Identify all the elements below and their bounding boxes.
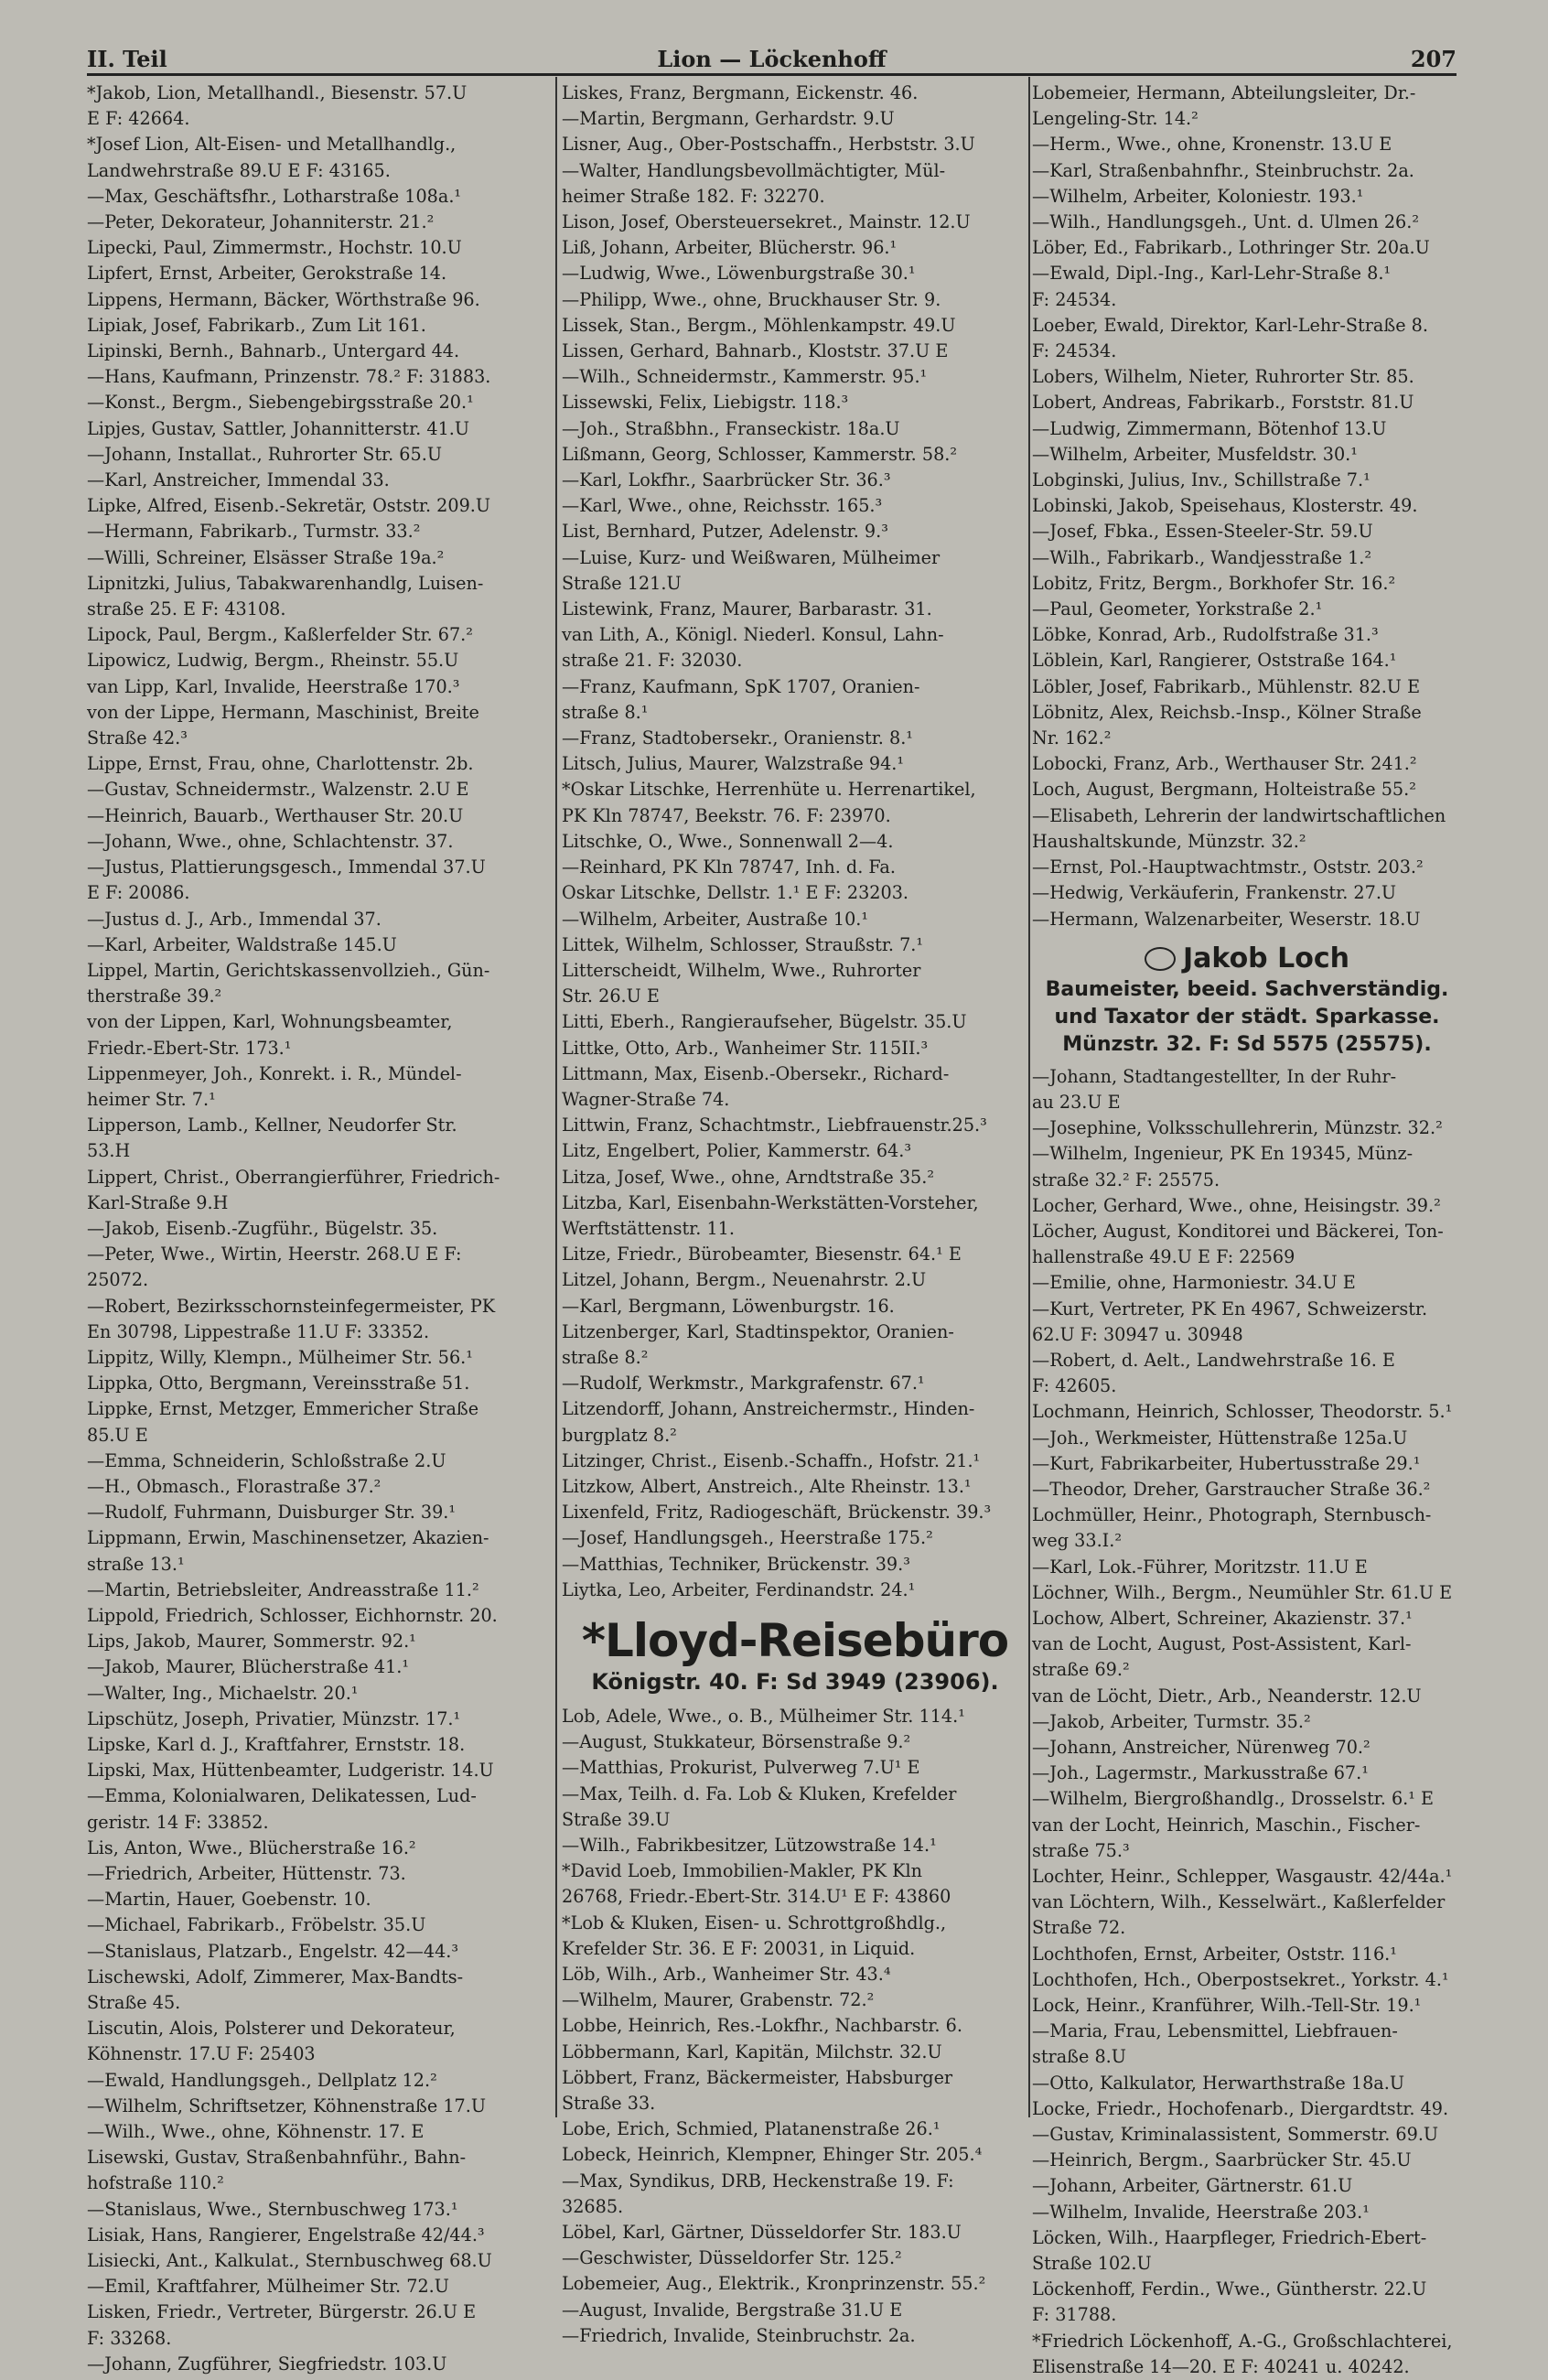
directory-entry-line: 53.H	[87, 1140, 131, 1162]
column-divider	[1028, 77, 1030, 2117]
directory-entry-line: Liytka, Leo, Arbeiter, Ferdinandstr. 24.¹	[562, 1578, 916, 1600]
directory-entry-line: —Josephine, Volksschullehrerin, Münzstr. 32.²	[1032, 1117, 1443, 1139]
directory-entry-line: Lippel, Martin, Gerichtskassenvollzieh., Gün-	[87, 959, 490, 981]
directory-entry-line: geristr. 14 F: 33852.	[87, 1811, 269, 1833]
directory-entry-line: Lippka, Otto, Bergmann, Vereinsstraße 51.	[87, 1373, 470, 1395]
directory-entry-line: —Karl, Lokfhr., Saarbrücker Str. 36.³	[562, 469, 891, 491]
directory-entry-line: —Stanislaus, Wwe., Sternbuschweg 173.¹	[87, 2198, 458, 2220]
directory-entry-line: Lisewski, Gustav, Straßenbahnführ., Bahn-	[87, 2147, 467, 2169]
directory-entry-line: —Otto, Kalkulator, Herwarthstraße 18a.U	[1032, 2072, 1405, 2094]
directory-entry-line: Lochmann, Heinrich, Schlosser, Theodorstr. 5.¹	[1032, 1401, 1453, 1423]
directory-entry-line: van der Locht, Heinrich, Maschin., Fischer-	[1032, 1814, 1421, 1836]
directory-entry-line: straße 8.¹	[562, 701, 649, 723]
directory-entry-line: Lippert, Christ., Oberrangierführer, Friedrich-	[87, 1166, 500, 1188]
directory-entry-line: —Josef, Handlungsgeh., Heerstraße 175.²	[562, 1527, 933, 1549]
directory-entry-line: —Wilhelm, Invalide, Heerstraße 203.¹	[1032, 2201, 1370, 2223]
directory-entry-line: Litzel, Johann, Bergm., Neuenahrstr. 2.U	[562, 1269, 927, 1291]
directory-entry-line: —Gustav, Kriminalassistent, Sommerstr. 69.U	[1032, 2124, 1439, 2146]
directory-entry-line: Löbke, Konrad, Arb., Rudolfstraße 31.³	[1032, 624, 1379, 646]
page-header	[87, 40, 1457, 75]
directory-entry-line: straße 8.U	[1032, 2046, 1126, 2068]
directory-entry-line: Lipowicz, Ludwig, Bergm., Rheinstr. 55.U	[87, 650, 459, 672]
directory-entry-line: Lissen, Gerhard, Bahnarb., Kloststr. 37.U E	[562, 340, 949, 362]
directory-entry-line: —Martin, Betriebsleiter, Andreasstraße 11.²	[87, 1578, 479, 1600]
directory-entry-line: hallenstraße 49.U E F: 22569	[1032, 1246, 1295, 1268]
directory-entry-line: Litzba, Karl, Eisenbahn-Werkstätten-Vorsteher,	[562, 1191, 979, 1213]
directory-entry-line: Lippitz, Willy, Klempn., Mülheimer Str. 56.¹	[87, 1346, 473, 1368]
directory-entry-line: F: 24534.	[1032, 340, 1117, 362]
directory-entry-line: Lipiak, Josef, Fabrikarb., Zum Lit 161.	[87, 314, 426, 336]
column-3	[1032, 81, 1462, 2377]
directory-entry-line: —Rudolf, Werkmstr., Markgrafenstr. 67.¹	[562, 1373, 925, 1395]
directory-entry-line: —Wilhelm, Arbeiter, Koloniestr. 193.¹	[1032, 185, 1364, 207]
directory-entry-line: —Maria, Frau, Lebensmittel, Liebfrauen-	[1032, 2020, 1398, 2042]
column-3-entries-bottom	[1032, 1064, 1462, 2380]
ad-line: Baumeister, beeid. Sachverständig.	[1045, 977, 1449, 1001]
directory-entry-line: —Wilh., Fabrikarb., Wandjesstraße 1.²	[1032, 546, 1372, 568]
directory-entry-line: Nr. 162.²	[1032, 727, 1112, 749]
directory-entry-line: —Hermann, Fabrikarb., Turmstr. 33.²	[87, 521, 421, 543]
directory-entry-line: 32685.	[562, 2195, 624, 2217]
directory-entry-line: —Willi, Schreiner, Elsässer Straße 19a.²	[87, 546, 445, 568]
header-rule	[87, 73, 1457, 76]
directory-entry-line: —Franz, Kaufmann, SpK 1707, Oranien-	[562, 675, 920, 697]
directory-entry-line: Friedr.-Ebert-Str. 173.¹	[87, 1037, 292, 1059]
directory-entry-line: weg 33.I.²	[1032, 1530, 1123, 1552]
directory-entry-line: Straße 45.	[87, 1992, 181, 2014]
directory-entry-line: Litschke, O., Wwe., Sonnenwall 2—4.	[562, 830, 894, 852]
directory-entry-line: Lipecki, Paul, Zimmermstr., Hochstr. 10.U	[87, 237, 462, 259]
directory-entry-line: Lissewski, Felix, Liebigstr. 118.³	[562, 392, 849, 414]
directory-entry-line: —Kurt, Fabrikarbeiter, Hubertusstraße 29.¹	[1032, 1452, 1421, 1474]
directory-entry-line: Listewink, Franz, Maurer, Barbarastr. 31.	[562, 598, 932, 620]
directory-entry-line: Lock, Heinr., Kranführer, Wilh.-Tell-Str. 19.¹	[1032, 1995, 1422, 2017]
directory-entry-line: —Ernst, Pol.-Hauptwachtmstr., Oststr. 203.²	[1032, 856, 1424, 878]
directory-entry-line: Litzinger, Christ., Eisenb.-Schaffn., Hofstr. 21.¹	[562, 1449, 981, 1471]
directory-entry-line: Lobe, Erich, Schmied, Platanenstraße 26.¹	[562, 2118, 941, 2140]
directory-entry-line: —Ludwig, Zimmermann, Bötenhof 13.U	[1032, 417, 1387, 439]
directory-entry-line: —Robert, Bezirksschornsteinfegermeister, PK	[87, 1295, 496, 1317]
directory-entry-line: —Theodor, Dreher, Garstraucher Straße 36.²	[1032, 1478, 1431, 1500]
directory-entry-line: Lobginski, Julius, Inv., Schillstraße 7.¹	[1032, 469, 1371, 491]
directory-entry-line: straße 21. F: 32030.	[562, 650, 743, 672]
directory-entry-line: Lipfert, Ernst, Arbeiter, Gerokstraße 14.	[87, 263, 447, 285]
directory-entry-line: Lipke, Alfred, Eisenb.-Sekretär, Oststr. 209.U	[87, 495, 491, 517]
directory-entry-line: F: 42605.	[1032, 1375, 1117, 1397]
directory-entry-line: Littke, Otto, Arb., Wanheimer Str. 115II.³	[562, 1037, 929, 1059]
directory-entry-line: —Max, Teilh. d. Fa. Lob & Kluken, Krefelder	[562, 1782, 957, 1804]
directory-entry-line: Lochthofen, Ernst, Arbeiter, Oststr. 116.¹	[1032, 1943, 1397, 1965]
directory-entry-line: hofstraße 110.²	[87, 2172, 224, 2194]
directory-entry-line: Lips, Jakob, Maurer, Sommerstr. 92.¹	[87, 1631, 416, 1653]
directory-entry-line: Litze, Friedr., Bürobeamter, Biesenstr. 64.¹ E	[562, 1244, 962, 1265]
directory-entry-line: Löbel, Karl, Gärtner, Düsseldorfer Str. 183.U	[562, 2222, 962, 2244]
directory-entry-line: heimer Straße 182. F: 32270.	[562, 185, 825, 207]
directory-entry-line: Lochow, Albert, Schreiner, Akazienstr. 37.¹	[1032, 1607, 1413, 1629]
directory-entry-line: Litza, Josef, Wwe., ohne, Arndtstraße 35.²	[562, 1166, 935, 1188]
directory-entry-line: —Joh., Straßbhn., Franseckistr. 18a.U	[562, 417, 900, 439]
directory-entry-line: —Wilhelm, Arbeiter, Musfeldstr. 30.¹	[1032, 443, 1358, 465]
directory-entry-line: straße 13.¹	[87, 1553, 185, 1575]
directory-entry-line: Lochthofen, Hch., Oberpostsekret., Yorkstr. 4.¹	[1032, 1968, 1449, 1990]
directory-entry-line: Haushaltskunde, Münzstr. 32.²	[1032, 830, 1306, 852]
jakob-loch-advertisement	[1032, 942, 1462, 1059]
column-3-entries-top	[1032, 81, 1462, 932]
directory-entry-line: Löckenhoff, Ferdin., Wwe., Güntherstr. 22.U	[1032, 2278, 1427, 2300]
directory-entry-line: —Heinrich, Bergm., Saarbrücker Str. 45.U	[1032, 2149, 1412, 2171]
ad-title: *Lloyd-Reisebüro	[581, 1613, 1009, 1667]
directory-entry-line: —Matthias, Prokurist, Pulverweg 7.U¹ E	[562, 1757, 920, 1779]
directory-entry-line: —Emil, Kraftfahrer, Mülheimer Str. 72.U	[87, 2276, 449, 2298]
directory-entry-line: —Luise, Kurz- und Weißwaren, Mülheimer	[562, 546, 941, 568]
directory-entry-line: —Johann, Arbeiter, Gärtnerstr. 61.U	[1032, 2175, 1353, 2197]
directory-entry-line: —Emilie, ohne, Harmoniestr. 34.U E	[1032, 1272, 1356, 1294]
directory-entry-line: *Lob & Kluken, Eisen- u. Schrottgroßhdlg.,	[562, 1912, 947, 1933]
directory-entry-line: —Wilhelm, Ingenieur, PK En 19345, Münz-	[1032, 1143, 1414, 1165]
directory-entry-line: burgplatz 8.²	[562, 1424, 677, 1446]
directory-entry-line: Löchner, Wilh., Bergm., Neumühler Str. 61.U E	[1032, 1581, 1453, 1603]
directory-entry-line: —Michael, Fabrikarb., Fröbelstr. 35.U	[87, 1914, 426, 1936]
directory-entry-line: Lochmüller, Heinr., Photograph, Sternbusch-	[1032, 1504, 1432, 1526]
directory-entry-line: —Hermann, Walzenarbeiter, Weserstr. 18.U	[1032, 908, 1421, 930]
directory-entry-line: —Walter, Ing., Michaelstr. 20.¹	[87, 1682, 359, 1704]
directory-entry-line: —Justus d. J., Arb., Immendal 37.	[87, 908, 382, 930]
directory-entry-line: Werftstättenstr. 11.	[562, 1217, 735, 1239]
directory-entry-line: Lobocki, Franz, Arb., Werthauser Str. 241.²	[1032, 753, 1417, 775]
directory-entry-line: au 23.U E	[1032, 1091, 1121, 1113]
directory-entry-line: —Karl, Lok.-Führer, Moritzstr. 11.U E	[1032, 1556, 1368, 1578]
directory-entry-line: Lison, Josef, Obersteuersekret., Mainstr. 12.U	[562, 211, 971, 233]
directory-entry-line: —Peter, Wwe., Wirtin, Heerstr. 268.U E F:	[87, 1244, 462, 1265]
directory-entry-line: Littek, Wilhelm, Schlosser, Straußstr. 7.¹	[562, 933, 924, 955]
directory-entry-line: —Karl, Bergmann, Löwenburgstr. 16.	[562, 1295, 895, 1317]
column-divider	[555, 77, 557, 2117]
column-2-entries-bottom	[562, 1704, 1028, 2349]
directory-entry-line: —Martin, Hauer, Goebenstr. 10.	[87, 1889, 371, 1911]
directory-entry-line: Straße 102.U	[1032, 2253, 1152, 2275]
directory-entry-line: Lobemeier, Aug., Elektrik., Kronprinzenstr. 55.²	[562, 2273, 986, 2295]
directory-entry-line: Lippold, Friedrich, Schlosser, Eichhornstr. 20.	[87, 1604, 498, 1626]
directory-entry-line: F: 31788.	[1032, 2304, 1117, 2326]
directory-entry-line: *Josef Lion, Alt-Eisen- und Metallhandlg.,	[87, 134, 457, 156]
directory-entry-line: Litzenberger, Karl, Stadtinspektor, Oranien-	[562, 1320, 954, 1342]
directory-entry-line: —Karl, Anstreicher, Immendal 33.	[87, 469, 390, 491]
directory-entry-line: van Löchtern, Wilh., Kesselwärt., Kaßlerfelder	[1032, 1891, 1446, 1913]
directory-entry-line: —Philipp, Wwe., ohne, Bruckhauser Str. 9.	[562, 288, 941, 310]
directory-entry-line: —Wilhelm, Schriftsetzer, Köhnenstraße 17.U	[87, 2095, 487, 2116]
directory-entry-line: Lipinski, Bernh., Bahnarb., Untergard 44.	[87, 340, 460, 362]
directory-entry-line: Lippens, Hermann, Bäcker, Wörthstraße 96.	[87, 288, 480, 310]
directory-entry-line: —Wilh., Schneidermstr., Kammerstr. 95.¹	[562, 366, 928, 388]
directory-entry-line: —Emma, Schneiderin, Schloßstraße 2.U	[87, 1449, 446, 1471]
directory-entry-line: Locher, Gerhard, Wwe., ohne, Heisingstr. 39.²	[1032, 1194, 1441, 1216]
directory-entry-line: —August, Stukkateur, Börsenstraße 9.²	[562, 1731, 911, 1753]
directory-entry-line: Liß, Johann, Arbeiter, Blücherstr. 96.¹	[562, 237, 898, 259]
directory-entry-line: van Lith, A., Königl. Niederl. Konsul, Lahn-	[562, 624, 944, 646]
directory-entry-line: Litzkow, Albert, Anstreich., Alte Rheinstr. 13.¹	[562, 1475, 972, 1497]
directory-entry-line: van de Löcht, Dietr., Arb., Neanderstr. 12.U	[1032, 1685, 1422, 1707]
directory-entry-line: —Heinrich, Bauarb., Werthauser Str. 20.U	[87, 804, 464, 826]
directory-entry-line: 62.U F: 30947 u. 30948	[1032, 1323, 1243, 1345]
directory-entry-line: —Joh., Werkmeister, Hüttenstraße 125a.U	[1032, 1427, 1408, 1448]
directory-entry-line: Lobert, Andreas, Fabrikarb., Forststr. 81.U	[1032, 392, 1414, 414]
directory-entry-line: Lobbe, Heinrich, Res.-Lokfhr., Nachbarstr. 6.	[562, 2015, 962, 2037]
directory-entry-line: —Matthias, Techniker, Brückenstr. 39.³	[562, 1553, 910, 1575]
directory-entry-line: Loch, August, Bergmann, Holteistraße 55.²	[1032, 779, 1416, 801]
directory-entry-line: Lissek, Stan., Bergm., Möhlenkampstr. 49.U	[562, 314, 956, 336]
directory-entry-line: straße 25. E F: 43108.	[87, 598, 286, 620]
directory-entry-line: Karl-Straße 9.H	[87, 1191, 229, 1213]
directory-entry-line: Lipske, Karl d. J., Kraftfahrer, Ernststr. 18.	[87, 1734, 466, 1755]
directory-entry-line: 26768, Friedr.-Ebert-Str. 314.U¹ E F: 43860	[562, 1886, 951, 1908]
directory-entry-line: Lobeck, Heinrich, Klempner, Ehinger Str. 205.⁴	[562, 2144, 983, 2166]
directory-entry-line: —Ewald, Dipl.-Ing., Karl-Lehr-Straße 8.¹	[1032, 263, 1392, 285]
directory-entry-line: Litti, Eberh., Rangieraufseher, Bügelstr. 35.U	[562, 1011, 967, 1033]
directory-entry-line: —Johann, Wwe., ohne, Schlachtenstr. 37.	[87, 830, 454, 852]
directory-entry-line: —Franz, Stadtobersekr., Oranienstr. 8.¹	[562, 727, 913, 749]
directory-entry-line: Lixenfeld, Fritz, Radiogeschäft, Brückenstr. 39.³	[562, 1502, 992, 1524]
directory-entry-line: Löbler, Josef, Fabrikarb., Mühlenstr. 82.U E	[1032, 675, 1421, 697]
directory-entry-line: Lischewski, Adolf, Zimmerer, Max-Bandts-	[87, 1965, 464, 1987]
directory-entry-line: Lipperson, Lamb., Kellner, Neudorfer Str.	[87, 1115, 457, 1136]
directory-entry-line: straße 69.²	[1032, 1659, 1130, 1681]
directory-entry-line: *David Loeb, Immobilien-Makler, PK Kln	[562, 1860, 922, 1882]
directory-entry-line: Lippke, Ernst, Metzger, Emmericher Straße	[87, 1398, 479, 1420]
page-number: 207	[1410, 46, 1457, 72]
directory-entry-line: —Elisabeth, Lehrerin der landwirtschaftlichen	[1032, 804, 1446, 826]
directory-entry-line: *Oskar Litschke, Herrenhüte u. Herrenartikel,	[562, 779, 976, 801]
directory-entry-line: van de Locht, August, Post-Assistent, Karl-	[1032, 1633, 1412, 1655]
directory-entry-line: E F: 20086.	[87, 882, 190, 904]
directory-entry-line: Litsch, Julius, Maurer, Walzstraße 94.¹	[562, 753, 905, 775]
directory-entry-line: —Hedwig, Verkäuferin, Frankenstr. 27.U	[1032, 882, 1397, 904]
directory-entry-line: Lobemeier, Hermann, Abteilungsleiter, Dr.-	[1032, 82, 1416, 103]
directory-entry-line: Litterscheidt, Wilhelm, Wwe., Ruhrorter	[562, 959, 921, 981]
directory-entry-line: Lengeling-Str. 14.²	[1032, 108, 1199, 130]
directory-entry-line: —Johann, Zugführer, Siegfriedstr. 103.U	[87, 2353, 447, 2375]
directory-entry-line: —Wilh., Wwe., ohne, Köhnenstr. 17. E	[87, 2121, 425, 2143]
column-1-entries	[87, 81, 552, 2377]
directory-entry-line: Loeber, Ewald, Direktor, Karl-Lehr-Straße 8.	[1032, 314, 1428, 336]
directory-entry-line: —Rudolf, Fuhrmann, Duisburger Str. 39.¹	[87, 1502, 457, 1524]
directory-entry-line: Löcher, August, Konditorei und Bäckerei, Ton-	[1032, 1220, 1444, 1242]
section-label: II. Teil	[87, 46, 167, 72]
directory-entry-line: Löbnitz, Alex, Reichsb.-Insp., Kölner Straße	[1032, 701, 1422, 723]
directory-entry-line: Litzendorff, Johann, Anstreichermstr., Hinden-	[562, 1398, 975, 1420]
directory-entry-line: —Karl, Wwe., ohne, Reichsstr. 165.³	[562, 495, 883, 517]
directory-entry-line: —Emma, Kolonialwaren, Delikatessen, Lud-	[87, 1785, 477, 1807]
directory-entry-line: —Wilhelm, Biergroßhandlg., Drosselstr. 6.¹ E	[1032, 1788, 1435, 1810]
directory-entry-line: Oskar Litschke, Dellstr. 1.¹ E F: 23203.	[562, 882, 908, 904]
directory-entry-line: —Ludwig, Wwe., Löwenburgstraße 30.¹	[562, 263, 916, 285]
lloyd-reisebuero-advertisement	[562, 1614, 1028, 1696]
directory-entry-line: Löbbermann, Karl, Kapitän, Milchstr. 32.U	[562, 2041, 942, 2062]
directory-entry-line: 25072.	[87, 1269, 149, 1291]
directory-entry-line: —Johann, Stadtangestellter, In der Ruhr-	[1032, 1065, 1397, 1087]
directory-entry-line: —Geschwister, Düsseldorfer Str. 125.²	[562, 2247, 902, 2269]
directory-entry-line: 85.U E	[87, 1424, 148, 1446]
ad-title: Jakob Loch	[1183, 942, 1349, 975]
directory-entry-line: van Lipp, Karl, Invalide, Heerstraße 170.³	[87, 675, 460, 697]
directory-entry-line: —Josef, Fbka., Essen-Steeler-Str. 59.U	[1032, 521, 1373, 543]
directory-entry-line: Straße 33.	[562, 2093, 656, 2115]
directory-entry-line: —Jakob, Maurer, Blücherstraße 41.¹	[87, 1656, 410, 1678]
directory-entry-line: Littwin, Franz, Schachtmstr., Liebfrauenstr.25.³	[562, 1115, 987, 1136]
directory-entry-line: —Gustav, Schneidermstr., Walzenstr. 2.U E	[87, 779, 469, 801]
directory-entry-line: —Johann, Anstreicher, Nürenweg 70.²	[1032, 1736, 1371, 1758]
directory-entry-line: Lipock, Paul, Bergm., Kaßlerfelder Str. 67.²	[87, 624, 473, 646]
directory-entry-line: List, Bernhard, Putzer, Adelenstr. 9.³	[562, 521, 888, 543]
directory-entry-line: —Max, Syndikus, DRB, Heckenstraße 19. F:	[562, 2170, 954, 2192]
ad-address: Königstr. 40. F: Sd 3949 (23906).	[591, 1668, 999, 1695]
directory-entry-line: Elisenstraße 14—20. E F: 40241 u. 40242.	[1032, 2355, 1410, 2377]
directory-entry-line: —Friedrich, Arbeiter, Hüttenstr. 73.	[87, 1863, 406, 1885]
directory-entry-line: —Stanislaus, Platzarb., Engelstr. 42—44.³	[87, 1940, 459, 1962]
directory-entry-line: Locke, Friedr., Hochofenarb., Diergardtstr. 49.	[1032, 2097, 1449, 2119]
directory-entry-line: Landwehrstraße 89.U E F: 43165.	[87, 159, 391, 181]
directory-entry-line: —Justus, Plattierungsgesch., Immendal 37.U	[87, 856, 486, 878]
directory-entry-line: Lisner, Aug., Ober-Postschaffn., Herbststr. 3.U	[562, 134, 975, 156]
directory-entry-line: —Wilhelm, Maurer, Grabenstr. 72.²	[562, 1989, 875, 2011]
directory-entry-line: Lobers, Wilhelm, Nieter, Ruhrorter Str. 85.	[1032, 366, 1414, 388]
directory-entry-line: Straße 39.U	[562, 1808, 671, 1830]
directory-entry-line: Lob, Adele, Wwe., o. B., Mülheimer Str. 114.¹	[562, 1705, 965, 1727]
directory-entry-line: F: 33268.	[87, 2327, 172, 2349]
directory-entry-line: Lipnitzki, Julius, Tabakwarenhandlg, Luisen-	[87, 572, 484, 594]
directory-entry-line: —Wilh., Fabrikbesitzer, Lützowstraße 14.¹	[562, 1835, 937, 1856]
directory-entry-line: Str. 26.U E	[562, 985, 660, 1007]
directory-entry-line: —Hans, Kaufmann, Prinzenstr. 78.² F: 31883.	[87, 366, 491, 388]
ad-line: und Taxator der städt. Sparkasse.	[1054, 1005, 1440, 1028]
directory-entry-line: Lipschütz, Joseph, Privatier, Münzstr. 17.¹	[87, 1707, 461, 1729]
directory-entry-line: heimer Str. 7.¹	[87, 1088, 216, 1110]
directory-entry-line: —Wilh., Handlungsgeh., Unt. d. Ulmen 26.²	[1032, 211, 1420, 233]
directory-entry-line: —Konst., Bergm., Siebengebirgsstraße 20.¹	[87, 392, 474, 414]
directory-entry-line: Lisiak, Hans, Rangierer, Engelstraße 42/44.³	[87, 2224, 485, 2245]
seal-icon	[1145, 947, 1176, 971]
directory-entry-line: Lißmann, Georg, Schlosser, Kammerstr. 58.²	[562, 443, 958, 465]
directory-entry-line: Köhnenstr. 17.U F: 25403	[87, 2043, 316, 2065]
directory-entry-line: —Karl, Straßenbahnfhr., Steinbruchstr. 2a.	[1032, 159, 1414, 181]
directory-entry-line: *Jakob, Lion, Metallhandl., Biesenstr. 57.U	[87, 82, 468, 103]
directory-entry-line: Löb, Wilh., Arb., Wanheimer Str. 43.⁴	[562, 1964, 891, 1986]
directory-entry-line: —Jakob, Eisenb.-Zugführ., Bügelstr. 35.	[87, 1217, 438, 1239]
directory-entry-line: F: 24534.	[1032, 288, 1117, 310]
directory-entry-line: —Max, Geschäftsfhr., Lotharstraße 108a.¹	[87, 185, 462, 207]
directory-entry-line: Lobitz, Fritz, Bergm., Borkhofer Str. 16.²	[1032, 572, 1396, 594]
directory-entry-line: —Ewald, Handlungsgeh., Dellplatz 12.²	[87, 2069, 437, 2091]
directory-entry-line: —Reinhard, PK Kln 78747, Inh. d. Fa.	[562, 856, 896, 878]
directory-entry-line: —Robert, d. Aelt., Landwehrstraße 16. E	[1032, 1349, 1395, 1371]
directory-entry-line: —Kurt, Vertreter, PK En 4967, Schweizerstr.	[1032, 1298, 1428, 1319]
directory-entry-line: —August, Invalide, Bergstraße 31.U E	[562, 2299, 903, 2321]
directory-entry-line: —Peter, Dekorateur, Johanniterstr. 21.²	[87, 211, 435, 233]
directory-entry-line: *Friedrich Löckenhoff, A.-G., Großschlachterei,	[1032, 2330, 1453, 2352]
directory-entry-line: Lippenmeyer, Joh., Konrekt. i. R., Mündel-	[87, 1062, 462, 1084]
column-2-entries-top	[562, 81, 1028, 1603]
directory-entry-line: Löbbert, Franz, Bäckermeister, Habsburger	[562, 2066, 953, 2088]
directory-entry-line: Liskes, Franz, Bergmann, Eickenstr. 46.	[562, 82, 919, 103]
directory-entry-line: Lochter, Heinr., Schlepper, Wasgaustr. 42/44a.¹	[1032, 1866, 1453, 1887]
directory-entry-line: Löcken, Wilh., Haarpfleger, Friedrich-Ebert-	[1032, 2226, 1427, 2248]
directory-entry-line: En 30798, Lippestraße 11.U F: 33352.	[87, 1320, 430, 1342]
directory-entry-line: Liscutin, Alois, Polsterer und Dekorateur,	[87, 2018, 456, 2040]
column-2	[562, 81, 1028, 2346]
directory-entry-line: Lipjes, Gustav, Sattler, Johannitterstr. 41.U	[87, 417, 470, 439]
directory-entry-line: Wagner-Straße 74.	[562, 1088, 730, 1110]
directory-entry-line: straße 32.² F: 25575.	[1032, 1168, 1220, 1190]
directory-entry-line: Lipski, Max, Hüttenbeamter, Ludgeristr. 14.U	[87, 1760, 494, 1782]
directory-entry-line: Straße 121.U	[562, 572, 682, 594]
column-1	[87, 81, 552, 2375]
directory-entry-line: E F: 42664.	[87, 108, 190, 130]
directory-entry-line: straße 8.²	[562, 1346, 649, 1368]
directory-entry-line: —Paul, Geometer, Yorkstraße 2.¹	[1032, 598, 1323, 620]
directory-entry-line: Lippmann, Erwin, Maschinensetzer, Akazien-	[87, 1527, 489, 1549]
directory-entry-line: von der Lippen, Karl, Wohnungsbeamter,	[87, 1011, 453, 1033]
directory-entry-line: straße 75.³	[1032, 1839, 1130, 1861]
directory-entry-line: —Jakob, Arbeiter, Turmstr. 35.²	[1032, 1710, 1311, 1732]
directory-entry-line: Straße 42.³	[87, 727, 188, 749]
directory-entry-line: —H., Obmasch., Florastraße 37.²	[87, 1475, 382, 1497]
directory-entry-line: Löber, Ed., Fabrikarb., Lothringer Str. 20a.U	[1032, 237, 1430, 259]
directory-entry-line: Lisiecki, Ant., Kalkulat., Sternbuschweg 68.U	[87, 2250, 492, 2272]
directory-entry-line: —Friedrich, Invalide, Steinbruchstr. 2a.	[562, 2324, 916, 2346]
directory-entry-line: Lisken, Friedr., Vertreter, Bürgerstr. 26.U E	[87, 2301, 477, 2323]
directory-entry-line: Straße 72.	[1032, 1917, 1126, 1939]
directory-entry-line: PK Kln 78747, Beekstr. 76. F: 23970.	[562, 804, 891, 826]
directory-entry-line: —Herm., Wwe., ohne, Kronenstr. 13.U E	[1032, 134, 1392, 156]
directory-entry-line: —Walter, Handlungsbevollmächtigter, Mül-	[562, 159, 946, 181]
directory-entry-line: —Wilhelm, Arbeiter, Austraße 10.¹	[562, 908, 869, 930]
directory-entry-line: Lis, Anton, Wwe., Blücherstraße 16.²	[87, 1836, 416, 1858]
directory-entry-line: Litz, Engelbert, Polier, Kammerstr. 64.³	[562, 1140, 912, 1162]
page-range-title: Lion — Löckenhoff	[657, 46, 887, 72]
directory-entry-line: Krefelder Str. 36. E F: 20031, in Liquid.	[562, 1937, 916, 1959]
directory-entry-line: Lippe, Ernst, Frau, ohne, Charlottenstr. 2b.	[87, 753, 474, 775]
directory-entry-line: therstraße 39.²	[87, 985, 222, 1007]
directory-entry-line: —Johann, Installat., Ruhrorter Str. 65.U	[87, 443, 442, 465]
directory-entry-line: Lobinski, Jakob, Speisehaus, Klosterstr. 49.	[1032, 495, 1418, 517]
ad-line: Münzstr. 32. F: Sd 5575 (25575).	[1062, 1032, 1432, 1056]
directory-entry-line: von der Lippe, Hermann, Maschinist, Breite	[87, 701, 479, 723]
directory-entry-line: —Martin, Bergmann, Gerhardstr. 9.U	[562, 108, 895, 130]
directory-entry-line: Löblein, Karl, Rangierer, Oststraße 164.¹	[1032, 650, 1397, 672]
directory-entry-line: Littmann, Max, Eisenb.-Obersekr., Richard-	[562, 1062, 950, 1084]
directory-entry-line: —Joh., Lagermstr., Markusstraße 67.¹	[1032, 1762, 1369, 1784]
directory-entry-line: —Karl, Arbeiter, Waldstraße 145.U	[87, 933, 397, 955]
